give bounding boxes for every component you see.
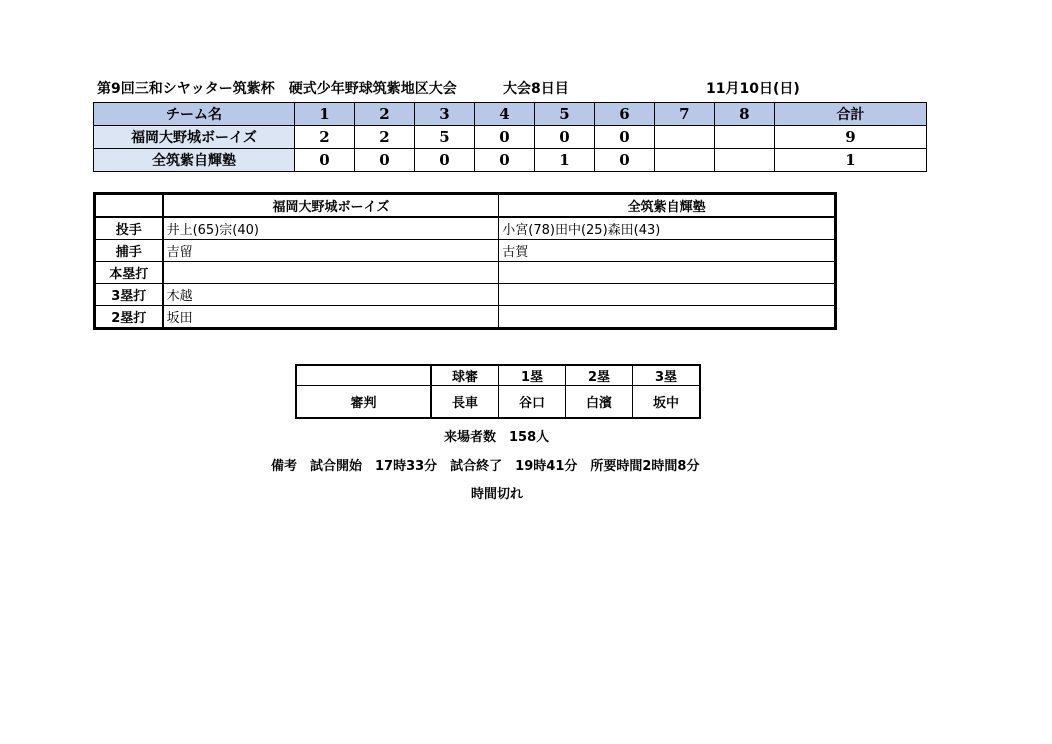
game-date: 11月10日(日) xyxy=(706,81,800,97)
inning-score: 0 xyxy=(594,149,654,172)
tournament-title: 第9回三和シヤッター筑紫杯 硬式少年野球筑紫地区大会 xyxy=(97,81,457,97)
details-team-home: 福岡大野城ボーイズ xyxy=(163,194,499,218)
tournament-day: 大会8日目 xyxy=(503,81,569,97)
umpires-table xyxy=(295,364,701,419)
column-header-inning-8: 8 xyxy=(714,103,774,126)
details-header-row xyxy=(95,194,836,218)
away-value xyxy=(499,262,836,284)
column-header-inning-4: 4 xyxy=(474,103,534,126)
details-row-triples xyxy=(95,284,836,306)
inning-score xyxy=(654,149,714,172)
row-label: 投手 xyxy=(95,217,163,240)
home-value xyxy=(163,262,499,284)
inning-score: 2 xyxy=(295,126,355,149)
umpire-position: 球審 xyxy=(431,365,499,386)
scoreboard-row-away xyxy=(94,149,927,172)
details-row-catchers xyxy=(95,240,836,262)
scoreboard-header-row xyxy=(94,103,927,126)
column-header-inning-6: 6 xyxy=(594,103,654,126)
column-header-total: 合計 xyxy=(774,103,926,126)
umpire-positions-row xyxy=(296,365,700,386)
details-corner-cell xyxy=(95,194,163,218)
umpire-name: 谷口 xyxy=(499,386,566,419)
row-label: 本塁打 xyxy=(95,262,163,284)
inning-score: 0 xyxy=(534,126,594,149)
inning-score xyxy=(654,126,714,149)
attendance: 来場者数 158人 xyxy=(444,430,550,445)
column-header-team: チーム名 xyxy=(94,103,295,126)
inning-score: 0 xyxy=(474,149,534,172)
row-label: 2塁打 xyxy=(95,306,163,329)
inning-score: 0 xyxy=(295,149,355,172)
total-score: 9 xyxy=(774,126,926,149)
inning-score xyxy=(714,126,774,149)
umpire-name: 坂中 xyxy=(633,386,701,419)
inning-score: 1 xyxy=(534,149,594,172)
details-row-pitchers xyxy=(95,217,836,240)
team-name: 福岡大野城ボーイズ xyxy=(94,126,295,149)
column-header-inning-3: 3 xyxy=(414,103,474,126)
column-header-inning-5: 5 xyxy=(534,103,594,126)
column-header-inning-2: 2 xyxy=(354,103,414,126)
total-score: 1 xyxy=(774,149,926,172)
inning-score: 2 xyxy=(354,126,414,149)
home-value: 坂田 xyxy=(163,306,499,329)
column-header-inning-7: 7 xyxy=(654,103,714,126)
column-header-inning-1: 1 xyxy=(295,103,355,126)
scoreboard-table xyxy=(93,102,927,172)
row-label: 捕手 xyxy=(95,240,163,262)
details-team-away: 全筑紫自輝塾 xyxy=(499,194,836,218)
details-row-home-runs xyxy=(95,262,836,284)
team-name: 全筑紫自輝塾 xyxy=(94,149,295,172)
umpire-label: 審判 xyxy=(296,386,431,419)
inning-score: 0 xyxy=(354,149,414,172)
away-value: 小宮(78)田中(25)森田(43) xyxy=(499,217,836,240)
scoreboard-row-home xyxy=(94,126,927,149)
away-value xyxy=(499,284,836,306)
away-value: 古賀 xyxy=(499,240,836,262)
home-value: 木越 xyxy=(163,284,499,306)
umpire-position: 3塁 xyxy=(633,365,701,386)
inning-score xyxy=(714,149,774,172)
inning-score: 0 xyxy=(474,126,534,149)
away-value xyxy=(499,306,836,329)
game-details-table xyxy=(93,192,837,330)
umpire-position: 1塁 xyxy=(499,365,566,386)
remarks: 備考 試合開始 17時33分 試合終了 19時41分 所要時間2時間8分 xyxy=(271,459,700,474)
inning-score: 0 xyxy=(594,126,654,149)
umpire-name: 白濱 xyxy=(566,386,633,419)
details-row-doubles xyxy=(95,306,836,329)
home-value: 井上(65)宗(40) xyxy=(163,217,499,240)
umpire-name: 長車 xyxy=(431,386,499,419)
inning-score: 0 xyxy=(414,149,474,172)
inning-score: 5 xyxy=(414,126,474,149)
umpire-names-row xyxy=(296,386,700,419)
game-note: 時間切れ xyxy=(471,487,524,502)
umpire-position: 2塁 xyxy=(566,365,633,386)
home-value: 吉留 xyxy=(163,240,499,262)
umpire-corner-cell xyxy=(296,365,431,386)
row-label: 3塁打 xyxy=(95,284,163,306)
